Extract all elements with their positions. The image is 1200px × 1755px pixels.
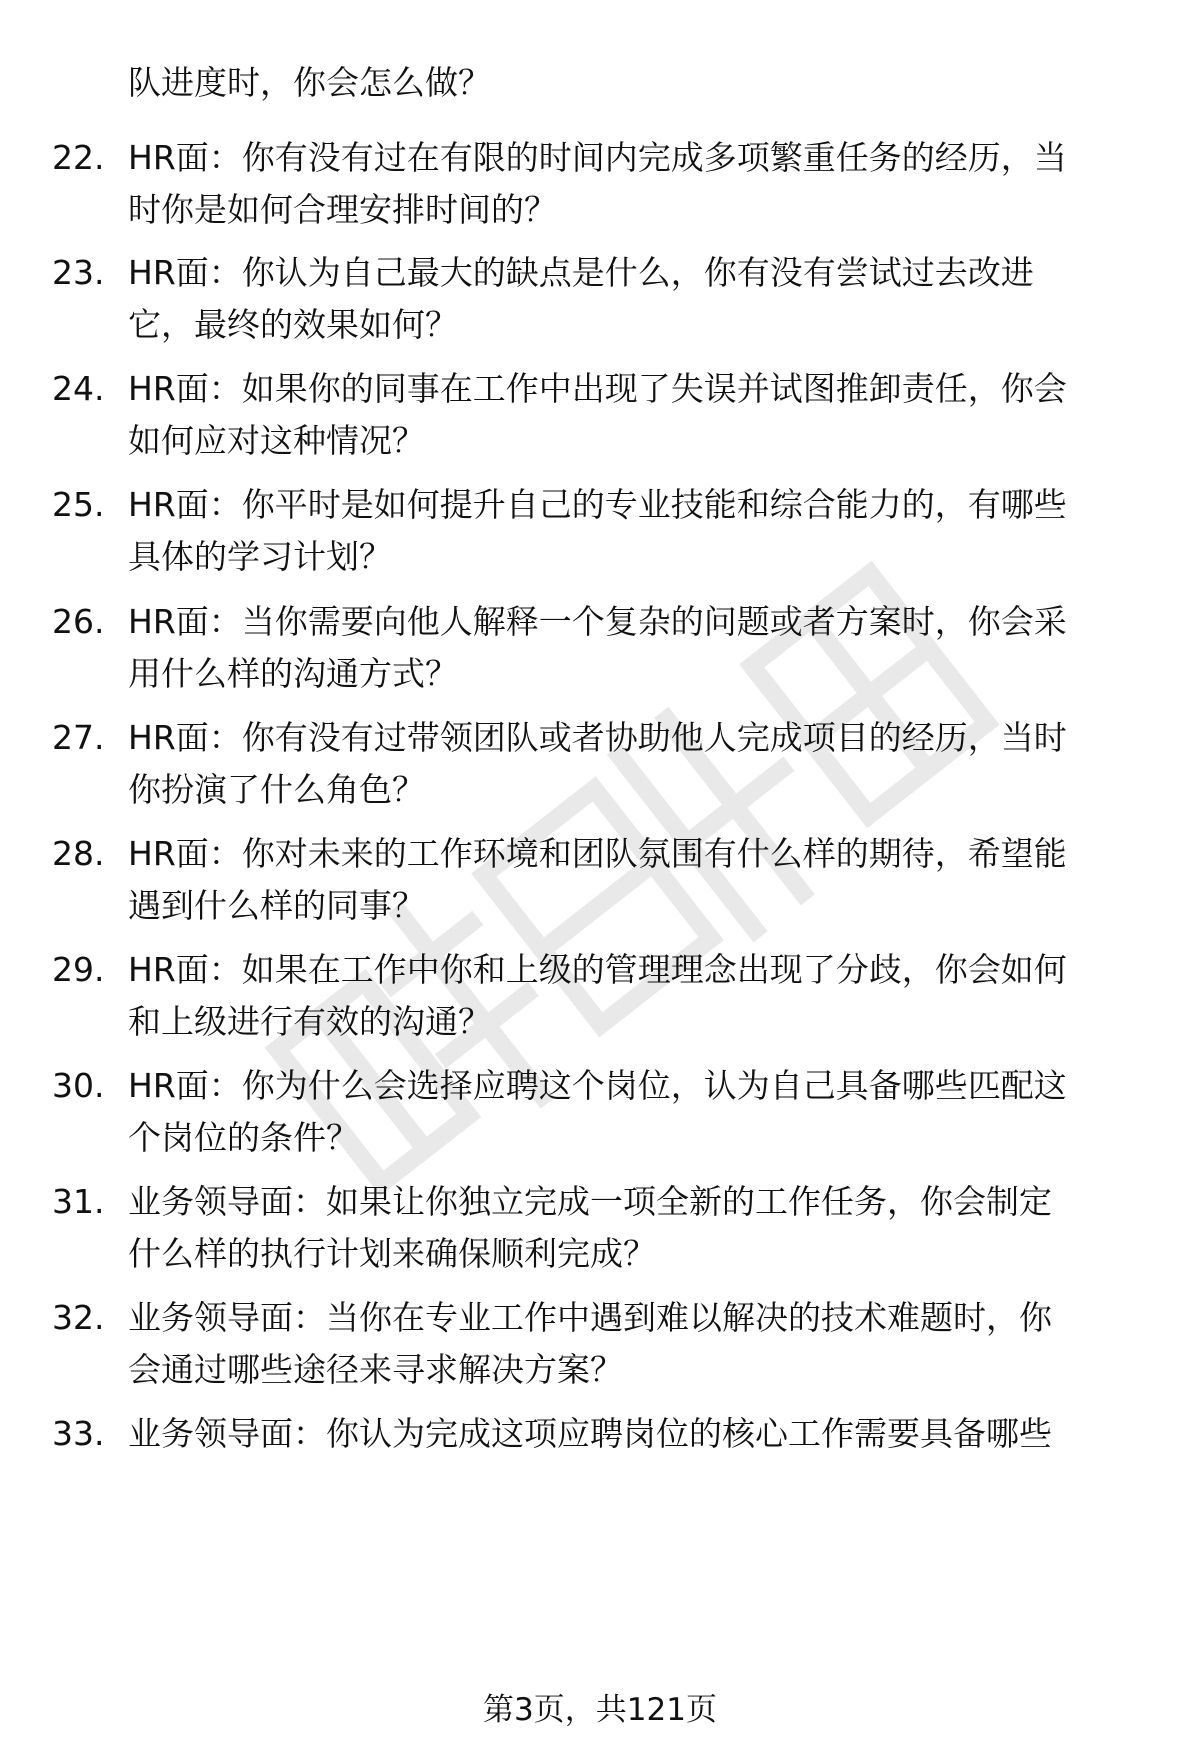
question-text-line: 如何应对这种情况？ — [128, 421, 425, 460]
question-text-line: 遇到什么样的同事？ — [128, 886, 425, 925]
question-item — [52, 133, 1162, 243]
question-text-line: 业务领导面：当你在专业工作中遇到难以解决的技术难题时，你 — [128, 1298, 1052, 1337]
question-text-line: 什么样的执行计划来确保顺利完成？ — [128, 1234, 656, 1273]
question-text-line: 你扮演了什么角色？ — [128, 770, 425, 809]
question-number: 22. — [52, 138, 105, 177]
question-number: 23. — [52, 253, 105, 292]
question-number: 31. — [52, 1182, 105, 1221]
question-text-line: HR面：如果你的同事在工作中出现了失误并试图推卸责任，你会 — [128, 369, 1067, 408]
question-text-line: 业务领导面：如果让你独立完成一项全新的工作任务，你会制定 — [128, 1182, 1052, 1221]
question-number: 27. — [52, 718, 105, 757]
question-text-line: HR面：你对未来的工作环境和团队氛围有什么样的期待，希望能 — [128, 834, 1067, 873]
question-text-line: 业务领导面：你认为完成这项应聘岗位的核心工作需要具备哪些 — [128, 1414, 1052, 1453]
question-text-line: 它，最终的效果如何？ — [128, 305, 458, 344]
question-text-line: HR面：你有没有过在有限的时间内完成多项繁重任务的经历，当 — [128, 138, 1067, 177]
question-text-line: HR面：你平时是如何提升自己的专业技能和综合能力的，有哪些 — [128, 485, 1067, 524]
question-number: 29. — [52, 950, 105, 989]
question-text-line: 和上级进行有效的沟通？ — [128, 1002, 491, 1041]
question-number: 30. — [52, 1066, 105, 1105]
question-number: 33. — [52, 1414, 105, 1453]
question-number: 26. — [52, 602, 105, 641]
question-text-line: HR面：你为什么会选择应聘这个岗位，认为自己具备哪些匹配这 — [128, 1066, 1067, 1105]
question-number: 32. — [52, 1298, 105, 1337]
question-text-line: 时你是如何合理安排时间的？ — [128, 190, 557, 229]
question-text-line: HR面：你认为自己最大的缺点是什么，你有没有尝试过去改进 — [128, 253, 1034, 292]
question-text-line: 具体的学习计划？ — [128, 537, 392, 576]
question-number: 24. — [52, 369, 105, 408]
question-item — [52, 1061, 1162, 1171]
question-text-line: HR面：如果在工作中你和上级的管理理念出现了分歧，你会如何 — [128, 950, 1067, 989]
question-text-line: 用什么样的沟通方式？ — [128, 654, 458, 693]
question-item — [52, 713, 1162, 823]
question-text-line: 个岗位的条件？ — [128, 1118, 359, 1157]
question-item — [52, 1409, 1162, 1519]
question-item — [52, 480, 1162, 590]
question-item — [52, 1177, 1162, 1287]
continuation-text: 队进度时，你会怎么做？ — [128, 63, 491, 102]
question-number: 25. — [52, 485, 105, 524]
question-text-line: HR面：当你需要向他人解释一个复杂的问题或者方案时，你会采 — [128, 602, 1067, 641]
question-item — [52, 1293, 1162, 1403]
question-item — [52, 829, 1162, 939]
question-item — [52, 597, 1162, 707]
question-item — [52, 248, 1162, 358]
question-item — [52, 364, 1162, 474]
page-footer: 第3页，共121页 — [483, 1692, 717, 1728]
question-item — [52, 945, 1162, 1055]
question-text-line: HR面：你有没有过带领团队或者协助他人完成项目的经历，当时 — [128, 718, 1067, 757]
question-text-line: 会通过哪些途径来寻求解决方案？ — [128, 1350, 623, 1389]
question-number: 28. — [52, 834, 105, 873]
